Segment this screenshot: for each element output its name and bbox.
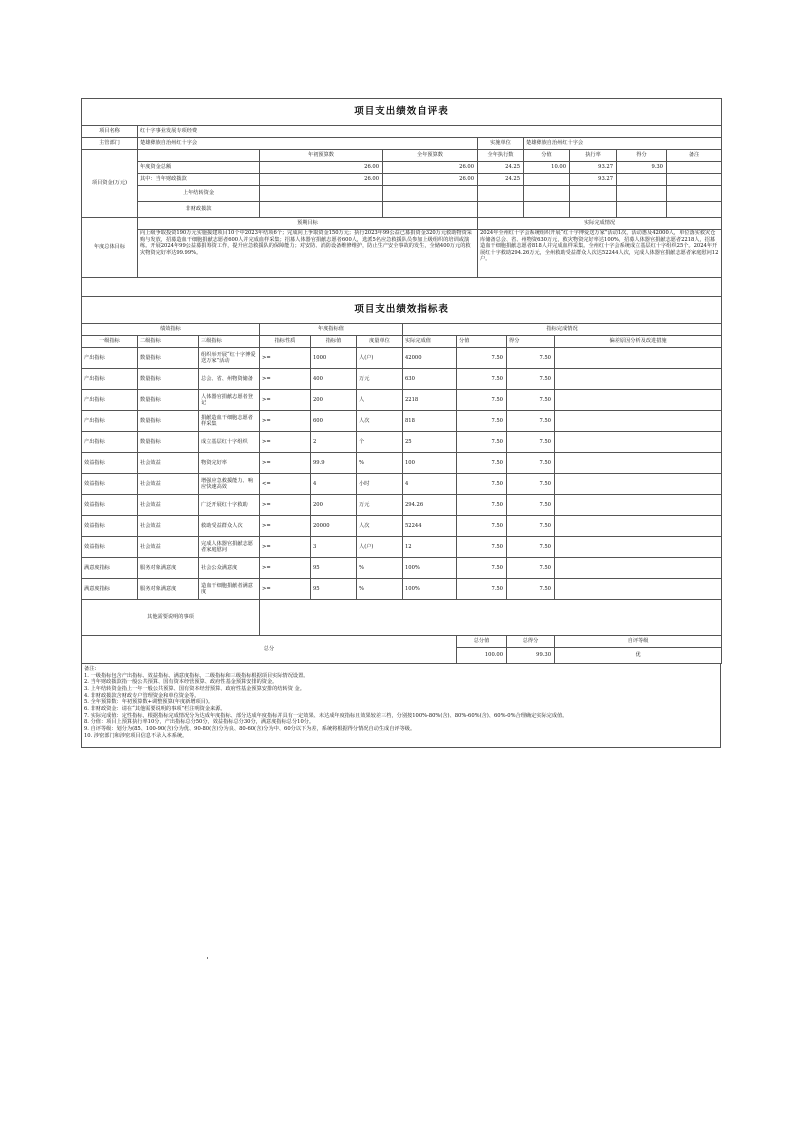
- indicator-deviation: [555, 537, 722, 558]
- indicator-l2: 社会效益: [138, 474, 199, 495]
- fund-rate: 93.27: [570, 162, 617, 174]
- note-line: 5. 全年预算数：年初预算数+调整预算(年度新增项目)。: [84, 699, 214, 706]
- indicator-score-val: 7.50: [457, 558, 507, 579]
- impl-value: 楚雄彝族自治州红十字会: [524, 138, 722, 150]
- indicator-unit: %: [357, 558, 403, 579]
- indicator-l3: 捐献造血干细胞志愿者样采集: [199, 411, 260, 432]
- self-eval-table: [81, 98, 722, 296]
- indicator-target: 200: [311, 495, 357, 516]
- indicator-actual: 52244: [403, 516, 457, 537]
- expected-goal-header: 预期目标: [138, 218, 478, 230]
- fund-row: [82, 186, 722, 202]
- fund-row-label: 非财政拨款: [138, 202, 260, 218]
- col-unit: 度量单位: [357, 336, 403, 348]
- col-score-val: 分值: [457, 336, 507, 348]
- indicator-l1: 效益指标: [82, 516, 138, 537]
- indicator-l3: 完成人体器官捐献志愿者家庭慰问: [199, 537, 260, 558]
- indicator-row: [82, 348, 722, 369]
- fund-full: [383, 202, 478, 218]
- fund-row: [82, 174, 722, 186]
- col-score: 得分: [507, 336, 555, 348]
- indicator-l1: 产出指标: [82, 348, 138, 369]
- indicator-target: 2: [311, 432, 357, 453]
- indicator-unit: 个: [357, 432, 403, 453]
- fund-score-val: [524, 186, 570, 202]
- indicator-l1: 效益指标: [82, 474, 138, 495]
- indicator-l1: 效益指标: [82, 495, 138, 516]
- indicator-op: >=: [260, 432, 311, 453]
- indicator-score-val: 7.50: [457, 474, 507, 495]
- indicator-score-val: 7.50: [457, 495, 507, 516]
- indicator-deviation: [555, 558, 722, 579]
- indicator-l3: 救助受益群众人次: [199, 516, 260, 537]
- fund-init: 26.00: [260, 162, 383, 174]
- indicator-op: >=: [260, 516, 311, 537]
- indicator-l2: 数量指标: [138, 432, 199, 453]
- annual-target-header: 年度指标值: [260, 324, 403, 336]
- indicator-score: 7.50: [507, 348, 555, 369]
- indicator-deviation: [555, 432, 722, 453]
- indicator-score: 7.50: [507, 495, 555, 516]
- indicator-score-val: 7.50: [457, 453, 507, 474]
- indicator-actual: 100%: [403, 579, 457, 600]
- dept-label: 主管部门: [82, 138, 138, 150]
- indicator-op: >=: [260, 348, 311, 369]
- indicator-deviation: [555, 474, 722, 495]
- col-init-budget: 年初预算数: [260, 150, 383, 162]
- fund-rate: [570, 202, 617, 218]
- indicator-deviation: [555, 516, 722, 537]
- fund-score-val: 10.00: [524, 162, 570, 174]
- col-score: 得分: [617, 150, 667, 162]
- indicator-l3: 人体器官捐献志愿者登记: [199, 390, 260, 411]
- project-name-label: 项目名称: [82, 126, 138, 138]
- indicator-score-val: 7.50: [457, 432, 507, 453]
- fund-score: [617, 186, 667, 202]
- indicator-actual: 42000: [403, 348, 457, 369]
- indicator-row: [82, 369, 722, 390]
- indicator-op: <=: [260, 474, 311, 495]
- fund-exec: 24.25: [478, 162, 524, 174]
- indicator-score-val: 7.50: [457, 579, 507, 600]
- indicator-unit: %: [357, 453, 403, 474]
- fund-row: [82, 202, 722, 218]
- indicator-score-val: 7.50: [457, 411, 507, 432]
- indicator-l3: 组织举开展“红十字博爱送万家”活动: [199, 348, 260, 369]
- col-rate: 执行率: [570, 150, 617, 162]
- col-l2: 二级指标: [138, 336, 199, 348]
- indicator-l2: 服务对象满意度: [138, 558, 199, 579]
- total-label: 总分: [82, 636, 457, 664]
- indicator-target: 99.9: [311, 453, 357, 474]
- note-line: 3. 上年结转资金指上一年一般公共预算、国有资本经营预算、政府性基金预算安排的结转资 金。: [84, 685, 305, 692]
- grade-value: 优: [555, 648, 722, 664]
- indicator-l3: 成立基层红十字组织: [199, 432, 260, 453]
- fund-score: [617, 174, 667, 186]
- fund-label: 项目资金(万元): [82, 150, 138, 218]
- note-line: 1. 一级指标包含产出指标、效益指标、满意度指标，二级指标和三级指标根据项目实际情况设置。: [84, 672, 309, 679]
- indicator-l1: 效益指标: [82, 453, 138, 474]
- indicator-deviation: [555, 495, 722, 516]
- indicator-op: >=: [260, 411, 311, 432]
- indicator-actual: 630: [403, 369, 457, 390]
- indicator-target: 400: [311, 369, 357, 390]
- fund-remark: [667, 162, 722, 174]
- fund-header-blank: [138, 150, 260, 162]
- indicator-row: [82, 390, 722, 411]
- indicator-title: 项目支出绩效指标表: [82, 297, 722, 324]
- indicator-actual: 4: [403, 474, 457, 495]
- indicator-l2: 数量指标: [138, 348, 199, 369]
- indicator-l1: 效益指标: [82, 537, 138, 558]
- indicator-op: >=: [260, 579, 311, 600]
- indicator-unit: 人次: [357, 411, 403, 432]
- col-exec: 全年执行数: [478, 150, 524, 162]
- indicator-l3: 广泛开展红十字救助: [199, 495, 260, 516]
- indicator-l3: 造血干细胞捐献者满意度: [199, 579, 260, 600]
- fund-score-val: [524, 174, 570, 186]
- indicator-op: >=: [260, 495, 311, 516]
- impl-label: 实施单位: [478, 138, 524, 150]
- indicator-actual: 2218: [403, 390, 457, 411]
- indicator-target: 20000: [311, 516, 357, 537]
- indicator-row: [82, 579, 722, 600]
- indicator-score-val: 7.50: [457, 390, 507, 411]
- indicator-score: 7.50: [507, 369, 555, 390]
- fund-full: [383, 186, 478, 202]
- note-line: 8. 分值：项目上预算执行率10分，产出指标总分50分，效益指标总分30分，满意度指标总分10分。: [84, 719, 315, 726]
- indicator-l1: 产出指标: [82, 432, 138, 453]
- indicator-deviation: [555, 348, 722, 369]
- actual-completion-header: 实际完成情况: [478, 218, 722, 230]
- indicator-l1: 产出指标: [82, 411, 138, 432]
- indicator-unit: 人(户): [357, 537, 403, 558]
- indicator-actual: 100: [403, 453, 457, 474]
- indicator-score-val: 7.50: [457, 348, 507, 369]
- indicator-l2: 服务对象满意度: [138, 579, 199, 600]
- fund-init: [260, 202, 383, 218]
- indicator-score: 7.50: [507, 411, 555, 432]
- indicator-target: 95: [311, 579, 357, 600]
- note-line: 6. 非财政资金：请在“其他需要说明的事项”栏注明资金来源。: [84, 705, 226, 712]
- other-notes-label: 其他需要说明的事项: [82, 600, 260, 636]
- indicator-op: >=: [260, 537, 311, 558]
- indicator-target: 200: [311, 390, 357, 411]
- dept-value: 楚雄彝族自治州红十字会: [138, 138, 478, 150]
- fund-exec: [478, 202, 524, 218]
- indicator-row: [82, 474, 722, 495]
- completion-header: 指标完成情况: [403, 324, 722, 336]
- indicator-row: [82, 411, 722, 432]
- fund-init: 26.00: [260, 174, 383, 186]
- indicator-row: [82, 453, 722, 474]
- fund-row: [82, 162, 722, 174]
- fund-row-label: 上年结转资金: [138, 186, 260, 202]
- indicator-score: 7.50: [507, 558, 555, 579]
- indicator-row: [82, 537, 722, 558]
- indicator-score-val: 7.50: [457, 537, 507, 558]
- fund-row-label: 其中：当年财政拨款: [138, 174, 260, 186]
- indicator-score: 7.50: [507, 474, 555, 495]
- indicator-l1: 满意度指标: [82, 579, 138, 600]
- indicator-l2: 数量指标: [138, 411, 199, 432]
- indicator-actual: 818: [403, 411, 457, 432]
- indicator-row: [82, 432, 722, 453]
- indicator-score: 7.50: [507, 432, 555, 453]
- fund-init: [260, 186, 383, 202]
- fund-score: 9.30: [617, 162, 667, 174]
- indicator-score: 7.50: [507, 453, 555, 474]
- indicator-deviation: [555, 453, 722, 474]
- indicator-l1: 产出指标: [82, 369, 138, 390]
- indicator-op: >=: [260, 453, 311, 474]
- indicator-l2: 社会效益: [138, 495, 199, 516]
- indicator-l3: 总会、省、州物资储备: [199, 369, 260, 390]
- indicator-l3: 增强应急救援能力、响应快速高效: [199, 474, 260, 495]
- indicator-actual: 294.26: [403, 495, 457, 516]
- scan-speck: [207, 957, 208, 959]
- indicator-l3: 社会公众满意度: [199, 558, 260, 579]
- fund-remark: [667, 202, 722, 218]
- col-full-budget: 全年预算数: [383, 150, 478, 162]
- indicator-score: 7.50: [507, 516, 555, 537]
- other-notes-value: [260, 600, 722, 636]
- indicator-l2: 社会效益: [138, 516, 199, 537]
- fund-score: [617, 202, 667, 218]
- perf-indicator-header: 绩效指标: [82, 324, 260, 336]
- total-score-label: 总得分: [507, 636, 555, 648]
- fund-rate: 93.27: [570, 174, 617, 186]
- indicator-row: [82, 558, 722, 579]
- indicator-score: 7.50: [507, 537, 555, 558]
- indicator-l2: 数量指标: [138, 390, 199, 411]
- fund-exec: [478, 186, 524, 202]
- indicator-actual: 12: [403, 537, 457, 558]
- section-gap: [82, 278, 722, 297]
- indicator-actual: 100%: [403, 558, 457, 579]
- indicator-score-val: 7.50: [457, 369, 507, 390]
- grade-label: 自评等级: [555, 636, 722, 648]
- note-line: 7. 实际完成值：定性指标，根据指标完成情况分为达成年度指标、部分达成年度指标并具有一定效果、未达成年度指标且效果较差三档，分别按100%-80%(含)、80%-60%(含)、60%-0%合理确定实际完成值。: [84, 712, 568, 719]
- indicator-target: 1000: [311, 348, 357, 369]
- indicator-unit: 万元: [357, 495, 403, 516]
- note-line: 2. 当年财政拨款指一般公共预算、国有资本经营预算、政府性基金预算安排的资金。: [84, 679, 278, 686]
- indicator-l2: 社会效益: [138, 453, 199, 474]
- fund-full: 26.00: [383, 174, 478, 186]
- indicator-deviation: [555, 411, 722, 432]
- indicator-score: 7.50: [507, 579, 555, 600]
- indicator-l2: 数量指标: [138, 369, 199, 390]
- indicator-l1: 满意度指标: [82, 558, 138, 579]
- total-score-val-label: 总分值: [457, 636, 507, 648]
- indicator-unit: 人: [357, 390, 403, 411]
- evaluation-sheet: [81, 98, 721, 748]
- indicator-unit: %: [357, 579, 403, 600]
- indicator-op: >=: [260, 558, 311, 579]
- indicator-unit: 万元: [357, 369, 403, 390]
- indicator-deviation: [555, 579, 722, 600]
- fund-remark: [667, 186, 722, 202]
- indicator-deviation: [555, 369, 722, 390]
- total-score: 99.30: [507, 648, 555, 664]
- indicator-target: 4: [311, 474, 357, 495]
- expected-goal-text: 向上级争取投资190万元实施援建项目10个中2023年结项6个；完成向上争取资金150万元；执行2023年99公益已募捐资金320万元救助物资采购与发放，招募造血干细胞捐献志愿者600人并完成血样采集；招募人体器官捐献志愿者600人，选派5名应急救援队员参加上级组织的培训或演练。开展2024年99公益募捐筹资工作，提升应急救援队的保障能力；对安防、消防设备维修维护，防止生产安全事故的发生，全储400万元的救灾物资完好率达99.99%。: [138, 230, 478, 278]
- indicator-target: 600: [311, 411, 357, 432]
- goal-label: 年度总体目标: [82, 218, 138, 278]
- indicator-op: >=: [260, 369, 311, 390]
- fund-exec: 24.25: [478, 174, 524, 186]
- indicator-l3: 物资完好率: [199, 453, 260, 474]
- col-score-val: 分值: [524, 150, 570, 162]
- indicator-table: [81, 296, 722, 664]
- col-nature: 指标性质: [260, 336, 311, 348]
- col-target: 指标值: [311, 336, 357, 348]
- project-name: 红十字事业发展专项经费: [138, 126, 722, 138]
- fund-full: 26.00: [383, 162, 478, 174]
- notes-section: [81, 664, 721, 748]
- indicator-l2: 社会效益: [138, 537, 199, 558]
- col-remark: 备注: [667, 150, 722, 162]
- actual-completion-text: 2024年全州红十字会系统组织开展“红十字博爱送万家”活动1次，活动惠及42000人，单位落实救灾仓库储备总会、省、州物资630万元，救灾物资完好率达100%，招募人体器官捐献志愿者2218人，招募造血干细胞捐献志愿者818人并完成血样采集。全州红十字会系统成立基层红十字组织25个。2024年开展红十字救助294.26万元，全州救助受益群众人次达52244人次，完成人体器官捐献志愿者家庭慰问12户。: [478, 230, 722, 278]
- indicator-unit: 小时: [357, 474, 403, 495]
- indicator-score: 7.50: [507, 390, 555, 411]
- col-deviation: 偏差原因分析及改进措施: [555, 336, 722, 348]
- self-eval-title: 项目支出绩效自评表: [82, 99, 722, 126]
- indicator-score-val: 7.50: [457, 516, 507, 537]
- notes-heading: 备注:: [84, 666, 97, 672]
- col-l1: 一级指标: [82, 336, 138, 348]
- fund-rate: [570, 186, 617, 202]
- col-actual: 实际完成值: [403, 336, 457, 348]
- indicator-row: [82, 495, 722, 516]
- indicator-actual: 25: [403, 432, 457, 453]
- fund-score-val: [524, 202, 570, 218]
- indicator-unit: 人次: [357, 516, 403, 537]
- fund-row-label: 年度资金总额: [138, 162, 260, 174]
- indicator-op: >=: [260, 390, 311, 411]
- note-line: 9. 自评等级：划分为(85、100-90(含)分为优、90-80(含)分为良、80-60(含)分为中、60分以下为差，系统将根据得分情况自动生成自评等级。: [84, 725, 416, 732]
- total-score-val: 100.00: [457, 648, 507, 664]
- note-line: 10. 涉密部门和涉密项目信息不录入本系统。: [84, 732, 188, 739]
- indicator-target: 3: [311, 537, 357, 558]
- indicator-row: [82, 516, 722, 537]
- indicator-unit: 人(户): [357, 348, 403, 369]
- note-line: 4. 非财政拨款含财政专户管理资金和单位资金等。: [84, 692, 200, 699]
- col-l3: 三级指标: [199, 336, 260, 348]
- indicator-target: 95: [311, 558, 357, 579]
- indicator-l1: 产出指标: [82, 390, 138, 411]
- indicator-deviation: [555, 390, 722, 411]
- fund-remark: [667, 174, 722, 186]
